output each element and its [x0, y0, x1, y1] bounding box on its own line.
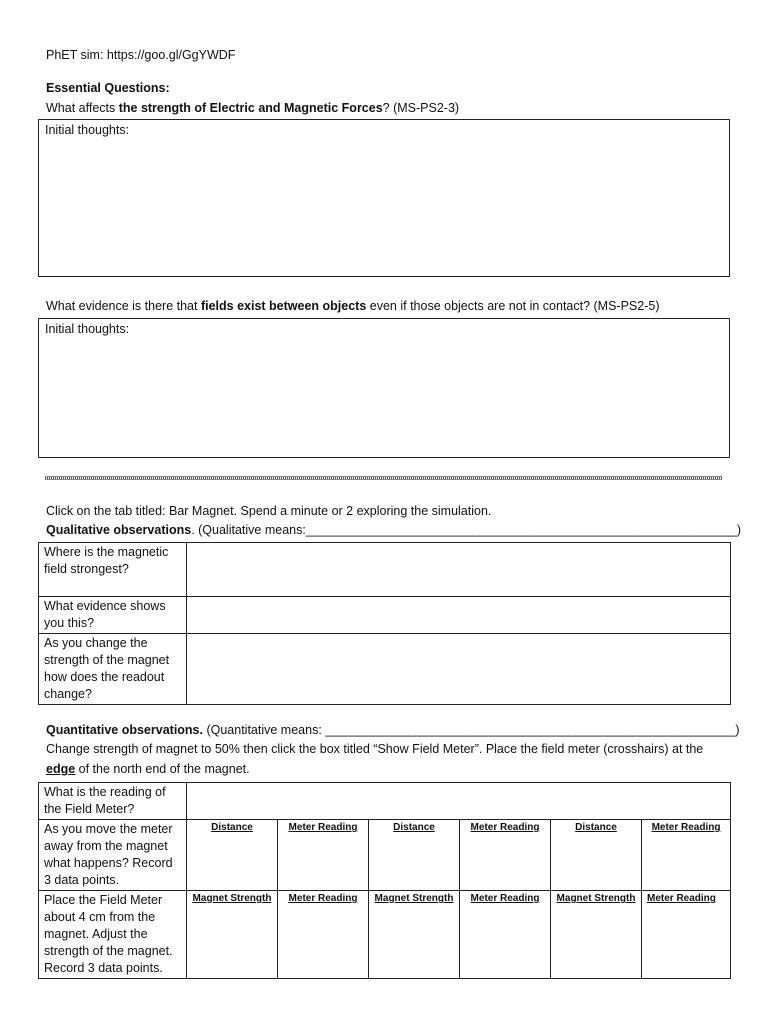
qualitative-answer-cell[interactable]	[187, 597, 731, 634]
qualitative-heading	[46, 523, 741, 537]
sim-link[interactable]: PhET sim: https://goo.gl/GgYWDF	[46, 48, 236, 62]
question-2-post: even if those objects are not in contact? (MS-PS2-5)	[366, 299, 660, 313]
field-meter-reading-label: What is the reading of the Field Meter?	[39, 783, 187, 820]
qualitative-row-label: What evidence shows you this?	[39, 597, 187, 634]
question-2	[46, 299, 660, 313]
bar-magnet-instruction: Click on the tab titled: Bar Magnet. Spend a minute or 2 exploring the simulation.	[46, 504, 492, 518]
meter-reading-header[interactable]: Meter Reading	[642, 820, 731, 891]
dotted-divider	[45, 476, 722, 480]
meter-reading-header[interactable]: Meter Reading	[460, 820, 551, 891]
qualitative-heading-bold: Qualitative observations	[46, 523, 192, 537]
question-1-post: ? (MS-PS2-3)	[382, 101, 460, 115]
magnet-strength-header[interactable]: Magnet Strength	[369, 891, 460, 979]
qualitative-table	[38, 542, 731, 705]
question-1	[46, 101, 459, 115]
table-row	[39, 891, 731, 979]
table-row	[39, 783, 731, 820]
meter-reading-header[interactable]: Meter Reading	[278, 820, 369, 891]
field-meter-instruction-line2	[46, 762, 250, 776]
qualitative-heading-rest: . (Qualitative means:______________________________________________________________)	[191, 523, 741, 537]
table-row	[39, 634, 731, 705]
magnet-strength-header[interactable]: Magnet Strength	[187, 891, 278, 979]
quantitative-heading	[46, 723, 740, 737]
magnet-strength-row-label: Place the Field Meter about 4 cm from the magnet. Adjust the strength of the magnet. Record 3 data points.	[39, 891, 187, 979]
field-meter-instruction: Change strength of magnet to 50% then click the box titled “Show Field Meter”. Place the field meter (crosshairs) at the	[46, 742, 704, 756]
essential-questions-heading: Essential Questions:	[46, 81, 170, 95]
quantitative-heading-rest: (Quantitative means: ___________________________________________________________)	[202, 723, 740, 737]
distance-header[interactable]: Distance	[187, 820, 278, 891]
initial-thoughts-box-1[interactable]	[38, 119, 730, 277]
field-meter-instruction-post: of the north end of the magnet.	[75, 762, 250, 776]
distance-header[interactable]: Distance	[369, 820, 460, 891]
qualitative-row-label: As you change the strength of the magnet how does the readout change?	[39, 634, 187, 705]
table-row	[39, 597, 731, 634]
distance-row-label: As you move the meter away from the magnet what happens? Record 3 data points.	[39, 820, 187, 891]
question-1-bold: the strength of Electric and Magnetic Forces	[118, 101, 383, 115]
initial-thoughts-box-2[interactable]	[38, 318, 730, 458]
meter-reading-header[interactable]: Meter Reading	[642, 891, 731, 979]
quantitative-table	[38, 782, 731, 979]
meter-reading-header[interactable]: Meter Reading	[278, 891, 369, 979]
quantitative-heading-bold: Quantitative observations.	[46, 723, 203, 737]
question-2-pre: What evidence is there that	[46, 299, 201, 313]
qualitative-answer-cell[interactable]	[187, 543, 731, 597]
table-row	[39, 543, 731, 597]
qualitative-answer-cell[interactable]	[187, 634, 731, 705]
distance-header[interactable]: Distance	[551, 820, 642, 891]
meter-reading-header[interactable]: Meter Reading	[460, 891, 551, 979]
field-meter-reading-answer[interactable]	[187, 783, 731, 820]
question-2-bold: fields exist between objects	[200, 299, 367, 313]
qualitative-row-label: Where is the magnetic field strongest?	[39, 543, 187, 597]
edge-emphasis: edge	[46, 762, 76, 776]
initial-thoughts-label-2: Initial thoughts:	[45, 322, 130, 336]
question-1-pre: What affects	[46, 101, 119, 115]
initial-thoughts-label-1: Initial thoughts:	[45, 123, 130, 137]
table-row	[39, 820, 731, 891]
magnet-strength-header[interactable]: Magnet Strength	[551, 891, 642, 979]
